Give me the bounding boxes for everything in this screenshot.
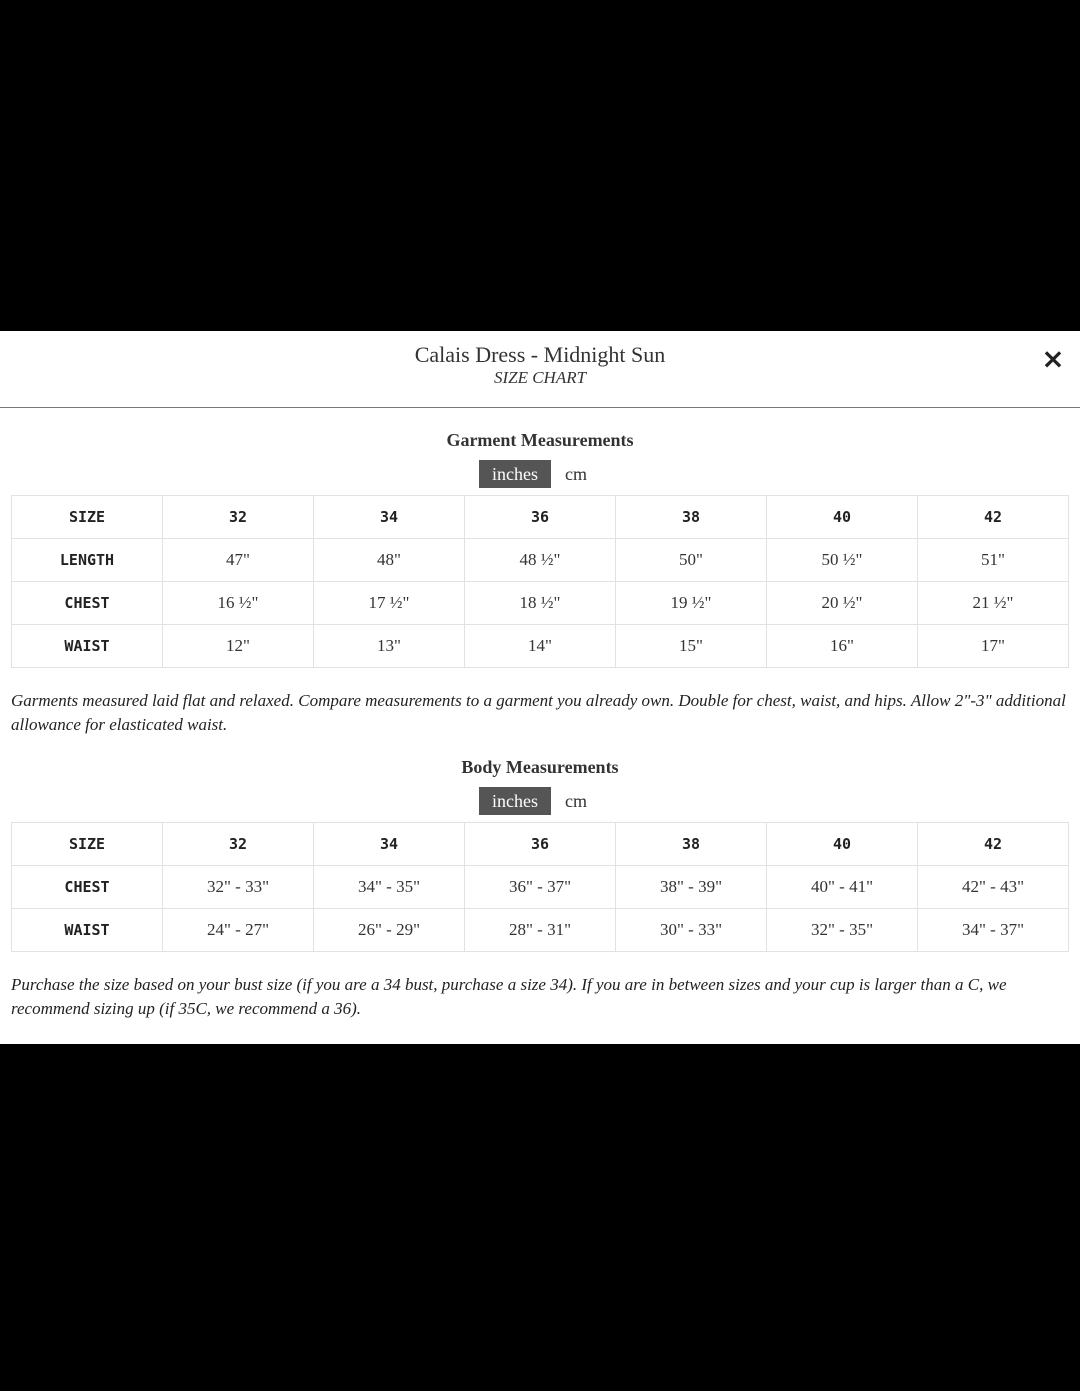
garment-unit-toggle: [479, 460, 601, 488]
table-cell: 42" - 43": [918, 866, 1069, 909]
size-header: SIZE: [12, 496, 163, 539]
garment-measurements-table: [11, 495, 1069, 668]
table-cell: 34" - 35": [314, 866, 465, 909]
row-label: WAIST: [12, 625, 163, 668]
garment-unit-inches-button[interactable]: inches: [479, 460, 551, 488]
size-header: SIZE: [12, 823, 163, 866]
table-cell: 34" - 37": [918, 909, 1069, 952]
table-cell: 20 ½": [767, 582, 918, 625]
body-unit-toggle: [479, 787, 601, 815]
table-cell: 12": [163, 625, 314, 668]
table-cell: 17": [918, 625, 1069, 668]
table-cell: 48": [314, 539, 465, 582]
table-cell: 32" - 35": [767, 909, 918, 952]
table-cell: 19 ½": [616, 582, 767, 625]
product-title: Calais Dress - Midnight Sun: [414, 342, 666, 367]
table-cell: 48 ½": [465, 539, 616, 582]
size-column-header: 40: [767, 496, 918, 539]
body-unit-inches-button[interactable]: inches: [479, 787, 551, 815]
size-column-header: 34: [314, 496, 465, 539]
body-section-title: Body Measurements: [461, 757, 619, 777]
size-column-header: 34: [314, 823, 465, 866]
table-cell: 51": [918, 539, 1069, 582]
table-row: [12, 866, 1069, 909]
table-cell: 18 ½": [465, 582, 616, 625]
modal-header: [0, 331, 1080, 408]
table-row: [12, 909, 1069, 952]
body-note: Purchase the size based on your bust size (if you are a 34 bust, purchase a size 34). If you are in between sizes and your cup is larger than a C, we recommend sizing up (if 35C, we recommend a 36).: [11, 975, 1007, 1018]
table-row: [12, 582, 1069, 625]
size-column-header: 32: [163, 823, 314, 866]
table-cell: 30" - 33": [616, 909, 767, 952]
table-cell: 26" - 29": [314, 909, 465, 952]
size-column-header: 36: [465, 496, 616, 539]
table-cell: 28" - 31": [465, 909, 616, 952]
size-column-header: 36: [465, 823, 616, 866]
size-chart-modal: [0, 331, 1080, 1044]
size-column-header: 42: [918, 823, 1069, 866]
row-label: WAIST: [12, 909, 163, 952]
table-cell: 15": [616, 625, 767, 668]
garment-unit-cm-button[interactable]: cm: [564, 463, 587, 484]
table-cell: 50 ½": [767, 539, 918, 582]
table-cell: 32" - 33": [163, 866, 314, 909]
size-chart-subtitle: SIZE CHART: [493, 368, 587, 387]
table-cell: 16": [767, 625, 918, 668]
size-column-header: 40: [767, 823, 918, 866]
body-measurements-table: [11, 822, 1069, 952]
table-header-row: [12, 496, 1069, 539]
table-cell: 21 ½": [918, 582, 1069, 625]
size-column-header: 42: [918, 496, 1069, 539]
table-cell: 47": [163, 539, 314, 582]
size-column-header: 38: [616, 823, 767, 866]
garment-section-title: Garment Measurements: [446, 430, 634, 450]
table-cell: 13": [314, 625, 465, 668]
table-header-row: [12, 823, 1069, 866]
table-cell: 17 ½": [314, 582, 465, 625]
table-cell: 36" - 37": [465, 866, 616, 909]
table-row: [12, 625, 1069, 668]
table-cell: 16 ½": [163, 582, 314, 625]
size-column-header: 38: [616, 496, 767, 539]
table-cell: 24" - 27": [163, 909, 314, 952]
row-label: CHEST: [12, 582, 163, 625]
size-column-header: 32: [163, 496, 314, 539]
table-row: [12, 539, 1069, 582]
row-label: CHEST: [12, 866, 163, 909]
table-cell: 40" - 41": [767, 866, 918, 909]
row-label: LENGTH: [12, 539, 163, 582]
body-unit-cm-button[interactable]: cm: [564, 790, 587, 811]
close-icon[interactable]: ×: [1041, 341, 1065, 375]
table-cell: 50": [616, 539, 767, 582]
table-cell: 38" - 39": [616, 866, 767, 909]
garment-note: Garments measured laid flat and relaxed. Compare measurements to a garment you already own. Double for chest, waist, and hips. Allow 2"-3" additional allowance for elasticated waist.: [11, 691, 1066, 734]
table-cell: 14": [465, 625, 616, 668]
